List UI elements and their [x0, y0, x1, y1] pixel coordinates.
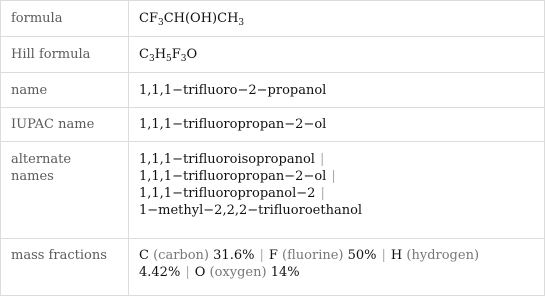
mass-fraction-line	[139, 247, 534, 264]
alternate-name-line	[139, 185, 534, 202]
element-name: (fluorine)	[282, 248, 344, 263]
alternate-name: 1−methyl−2,2,2−trifluoroethanol	[139, 203, 363, 218]
alternate-name: 1,1,1−trifluoropropanol−2	[139, 186, 316, 201]
formula-part: CF	[139, 11, 158, 26]
row-label: mass fractions	[1, 239, 129, 296]
table-row-name	[1, 73, 545, 108]
element-symbol: C	[139, 248, 149, 263]
separator: |	[185, 265, 190, 280]
formula-subscript: 3	[148, 54, 155, 64]
separator: |	[381, 248, 386, 263]
row-label: name	[1, 73, 129, 108]
formula-part: H	[154, 47, 167, 62]
separator: |	[319, 152, 325, 167]
table-row-alternate-names	[1, 142, 545, 239]
alternate-name: 1,1,1−trifluoropropan−2−ol	[139, 169, 327, 184]
table-row-hill-formula	[1, 37, 545, 73]
element-symbol: O	[194, 265, 206, 280]
alternate-name-line	[139, 168, 534, 185]
formula-subscript: 3	[238, 18, 245, 28]
element-percent: 31.6%	[213, 248, 255, 263]
separator: |	[320, 186, 325, 201]
element-percent: 14%	[270, 265, 300, 280]
formula-part: F	[171, 47, 181, 62]
alternate-names-value	[129, 142, 545, 239]
element-symbol: F	[268, 248, 278, 263]
element-percent: 50%	[347, 248, 377, 263]
row-label: alternate names	[1, 142, 129, 239]
row-label: formula	[1, 1, 129, 37]
table-row-formula	[1, 1, 545, 37]
formula-part: CH(OH)CH	[163, 11, 239, 26]
table-row-mass-fractions	[1, 239, 545, 296]
hill-formula-value	[129, 37, 545, 73]
element-symbol: H	[390, 248, 403, 263]
row-label: IUPAC name	[1, 108, 129, 142]
name-value: 1,1,1−trifluoro−2−propanol	[129, 73, 545, 108]
formula-part: C	[139, 47, 149, 62]
iupac-name-value: 1,1,1−trifluoropropan−2−ol	[129, 108, 545, 142]
separator: |	[259, 248, 264, 263]
formula-subscript: 5	[166, 54, 172, 64]
mass-fraction-line	[139, 264, 534, 281]
element-name: (carbon)	[153, 248, 210, 263]
element-percent: 4.42%	[139, 265, 181, 280]
alternate-name: 1,1,1−trifluoroisopropanol	[139, 152, 315, 167]
separator: |	[331, 169, 336, 184]
formula-value	[129, 1, 545, 37]
table-row-iupac-name	[1, 108, 545, 142]
formula-subscript: 3	[157, 18, 164, 28]
element-name: (oxygen)	[209, 265, 267, 280]
formula-subscript: 3	[180, 54, 187, 64]
formula-part: O	[186, 47, 198, 62]
alternate-name-line	[139, 202, 534, 219]
row-label: Hill formula	[1, 37, 129, 73]
mass-fractions-value	[129, 239, 545, 296]
element-name: (hydrogen)	[406, 248, 480, 263]
alternate-name-line	[139, 151, 534, 168]
